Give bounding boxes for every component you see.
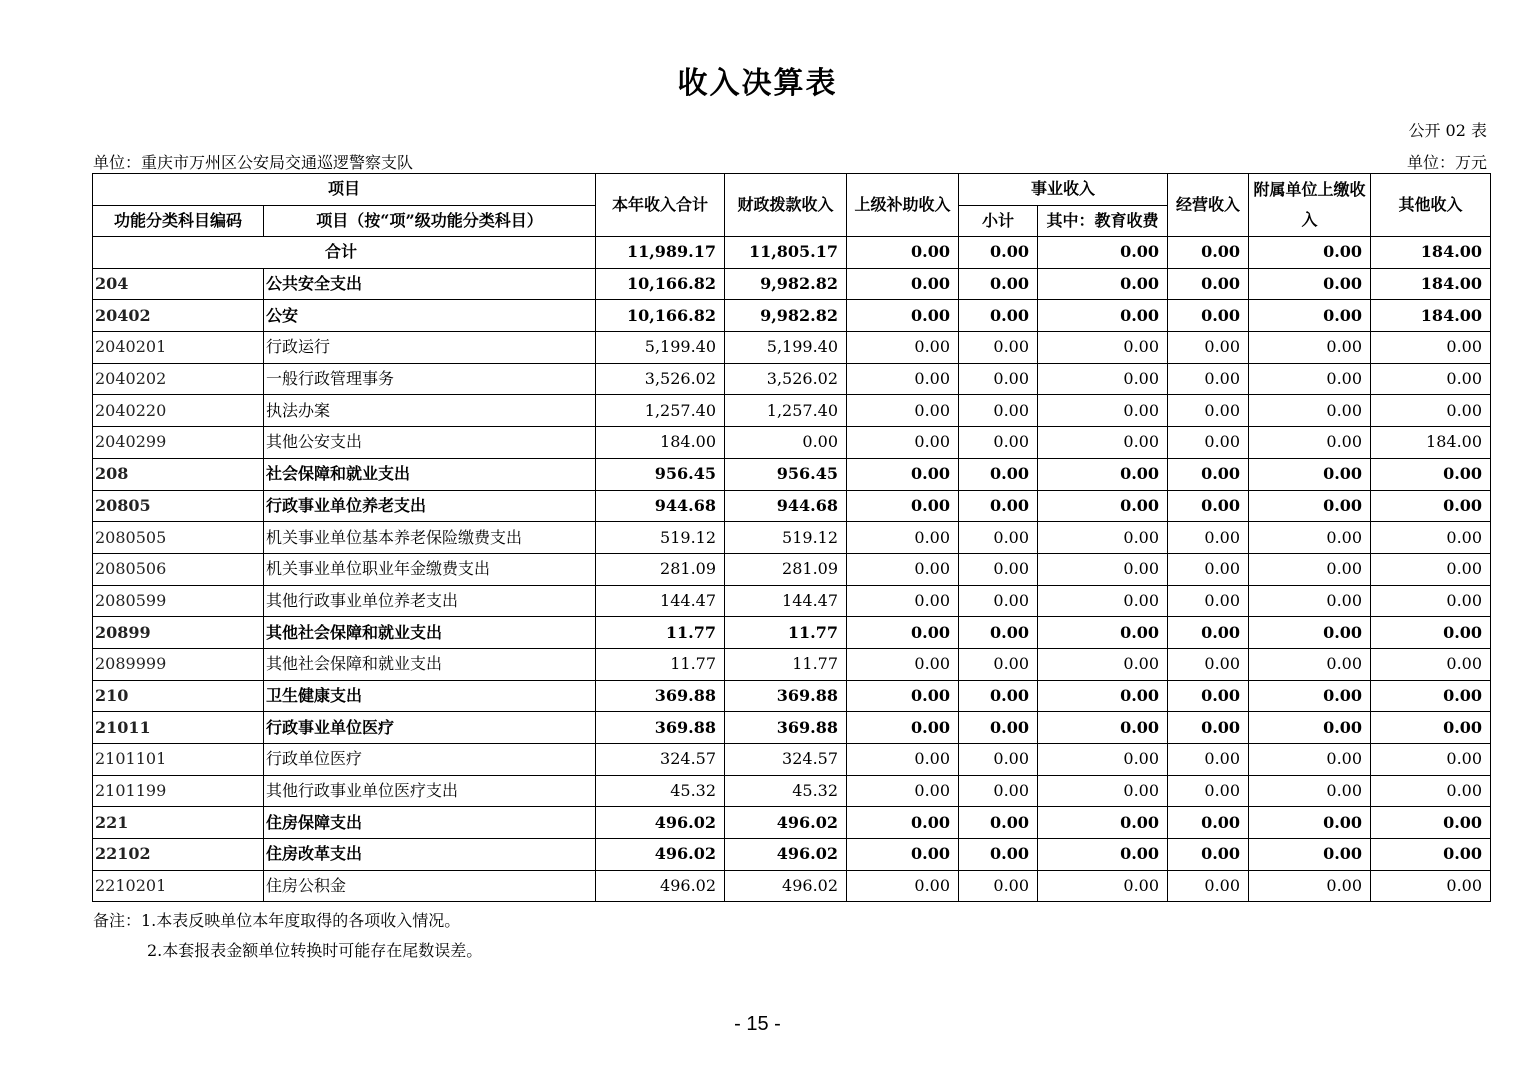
row-value: 0.00 [1371,332,1491,364]
row-code: 22102 [93,839,264,871]
table-row [93,870,1491,902]
row-value: 0.00 [1249,712,1371,744]
row-value: 0.00 [1168,553,1249,585]
row-value: 0.00 [1038,300,1168,332]
row-value: 0.00 [1371,680,1491,712]
row-value: 0.00 [847,870,959,902]
row-value: 0.00 [1038,839,1168,871]
header-fiscal: 财政拨款收入 [725,174,847,237]
row-value: 184.00 [1371,300,1491,332]
row-value: 0.00 [847,522,959,554]
row-value: 0.00 [959,363,1038,395]
row-value: 0.00 [1168,680,1249,712]
row-value: 0.00 [1168,300,1249,332]
row-value: 11.77 [725,617,847,649]
row-value: 0.00 [1371,522,1491,554]
row-code: 2101101 [93,744,264,776]
row-value: 281.09 [596,553,725,585]
row-value: 0.00 [1249,648,1371,680]
table-row [93,300,1491,332]
table-row [93,363,1491,395]
row-code: 210 [93,680,264,712]
row-value: 0.00 [1038,775,1168,807]
row-value: 0.00 [1249,363,1371,395]
row-value: 184.00 [1371,427,1491,459]
row-value: 0.00 [959,490,1038,522]
row-value: 0.00 [847,490,959,522]
row-code: 204 [93,268,264,300]
row-value: 0.00 [1249,807,1371,839]
table-row [93,617,1491,649]
row-value: 0.00 [1038,268,1168,300]
row-value: 0.00 [1371,839,1491,871]
row-value: 11.77 [725,648,847,680]
row-value: 956.45 [725,458,847,490]
row-value: 0.00 [1249,332,1371,364]
row-value: 0.00 [1249,680,1371,712]
row-name: 其他社会保障和就业支出 [264,648,596,680]
row-name: 机关事业单位职业年金缴费支出 [264,553,596,585]
row-value: 10,166.82 [596,268,725,300]
row-value: 324.57 [596,744,725,776]
row-value: 0.00 [1249,585,1371,617]
row-value: 0.00 [959,839,1038,871]
row-value: 0.00 [959,553,1038,585]
row-value: 0.00 [1038,680,1168,712]
row-value: 144.47 [725,585,847,617]
total-cell: 0.00 [959,237,1038,269]
row-value: 11.77 [596,648,725,680]
row-value: 369.88 [725,712,847,744]
row-code: 20899 [93,617,264,649]
header-code: 功能分类科目编码 [93,205,264,237]
row-value: 1,257.40 [596,395,725,427]
row-value: 45.32 [725,775,847,807]
row-value: 0.00 [1371,744,1491,776]
header-superior: 上级补助收入 [847,174,959,237]
row-value: 0.00 [847,268,959,300]
row-value: 496.02 [725,839,847,871]
row-value: 0.00 [959,712,1038,744]
row-value: 0.00 [847,427,959,459]
total-cell: 11,805.17 [725,237,847,269]
row-value: 0.00 [959,744,1038,776]
row-value: 0.00 [1038,490,1168,522]
row-value: 0.00 [1038,585,1168,617]
note-line: 2.本套报表金额单位转换时可能存在尾数误差。 [147,941,483,960]
row-value: 0.00 [1168,744,1249,776]
row-value: 0.00 [959,395,1038,427]
row-name: 住房保障支出 [264,807,596,839]
row-name: 公安 [264,300,596,332]
row-value: 0.00 [1371,395,1491,427]
row-code: 20805 [93,490,264,522]
row-code: 208 [93,458,264,490]
row-value: 0.00 [1168,363,1249,395]
row-value: 0.00 [959,775,1038,807]
table-row [93,553,1491,585]
row-value: 0.00 [847,553,959,585]
row-value: 0.00 [959,268,1038,300]
row-code: 2040201 [93,332,264,364]
row-value: 0.00 [959,522,1038,554]
row-code: 2080506 [93,553,264,585]
row-name: 执法办案 [264,395,596,427]
header-total: 本年收入合计 [596,174,725,237]
total-cell: 0.00 [847,237,959,269]
total-cell: 0.00 [1038,237,1168,269]
row-value: 0.00 [1249,490,1371,522]
row-name: 其他行政事业单位医疗支出 [264,775,596,807]
row-name: 行政事业单位医疗 [264,712,596,744]
row-value: 0.00 [1249,870,1371,902]
row-value: 281.09 [725,553,847,585]
row-value: 0.00 [1371,712,1491,744]
row-value: 10,166.82 [596,300,725,332]
row-value: 0.00 [847,332,959,364]
row-value: 0.00 [1371,648,1491,680]
table-row [93,680,1491,712]
row-value: 0.00 [1371,458,1491,490]
row-value: 0.00 [959,458,1038,490]
row-value: 519.12 [596,522,725,554]
row-value: 0.00 [1168,617,1249,649]
row-name: 行政事业单位养老支出 [264,490,596,522]
row-value: 0.00 [1168,870,1249,902]
row-value: 0.00 [1168,490,1249,522]
header-business-group: 事业收入 [959,174,1168,206]
row-value: 0.00 [1038,395,1168,427]
row-value: 0.00 [1371,870,1491,902]
row-value: 0.00 [1038,458,1168,490]
row-value: 0.00 [1249,300,1371,332]
row-value: 0.00 [1371,585,1491,617]
row-name: 其他社会保障和就业支出 [264,617,596,649]
row-value: 0.00 [1168,427,1249,459]
form-number: 公开 02 表 [1408,121,1487,140]
table-row [93,585,1491,617]
note-line: 备注：1.本表反映单位本年度取得的各项收入情况。 [93,911,461,930]
row-value: 369.88 [596,680,725,712]
row-value: 0.00 [1371,617,1491,649]
row-value: 0.00 [1038,744,1168,776]
row-value: 0.00 [1249,839,1371,871]
row-value: 0.00 [1038,712,1168,744]
row-name: 行政运行 [264,332,596,364]
row-value: 944.68 [596,490,725,522]
row-name: 社会保障和就业支出 [264,458,596,490]
row-value: 0.00 [1038,617,1168,649]
total-cell: 0.00 [1168,237,1249,269]
row-value: 0.00 [1038,807,1168,839]
row-value: 0.00 [847,585,959,617]
row-value: 0.00 [1168,332,1249,364]
row-name: 机关事业单位基本养老保险缴费支出 [264,522,596,554]
table-row [93,332,1491,364]
row-value: 0.00 [1249,458,1371,490]
table-row [93,839,1491,871]
row-value: 324.57 [725,744,847,776]
row-value: 0.00 [1249,522,1371,554]
row-value: 1,257.40 [725,395,847,427]
total-cell: 184.00 [1371,237,1491,269]
row-code: 2080505 [93,522,264,554]
table-row [93,775,1491,807]
row-value: 9,982.82 [725,300,847,332]
row-value: 0.00 [959,870,1038,902]
row-code: 2040299 [93,427,264,459]
row-value: 184.00 [1371,268,1491,300]
row-value: 0.00 [1038,427,1168,459]
row-value: 0.00 [1249,427,1371,459]
row-value: 0.00 [847,680,959,712]
row-name: 其他行政事业单位养老支出 [264,585,596,617]
row-value: 369.88 [596,712,725,744]
row-value: 519.12 [725,522,847,554]
header-item-group: 项目 [93,174,596,206]
row-value: 0.00 [847,300,959,332]
row-name: 住房改革支出 [264,839,596,871]
row-value: 0.00 [1168,395,1249,427]
row-value: 0.00 [1168,839,1249,871]
row-value: 0.00 [1371,363,1491,395]
row-name: 卫生健康支出 [264,680,596,712]
row-value: 0.00 [1168,807,1249,839]
row-value: 0.00 [1371,553,1491,585]
row-value: 496.02 [725,807,847,839]
row-value: 0.00 [1038,522,1168,554]
row-value: 0.00 [1168,712,1249,744]
row-value: 11.77 [596,617,725,649]
row-value: 9,982.82 [725,268,847,300]
row-value: 0.00 [847,648,959,680]
row-name: 住房公积金 [264,870,596,902]
row-value: 0.00 [1249,617,1371,649]
page-number: - 15 - [734,1013,781,1035]
row-value: 496.02 [725,870,847,902]
table-row [93,744,1491,776]
row-value: 5,199.40 [596,332,725,364]
row-value: 0.00 [1371,775,1491,807]
row-code: 21011 [93,712,264,744]
total-cell: 0.00 [1249,237,1371,269]
header-education: 其中：教育收费 [1038,205,1168,237]
row-value: 0.00 [847,775,959,807]
row-value: 496.02 [596,870,725,902]
row-value: 0.00 [1249,744,1371,776]
row-value: 3,526.02 [725,363,847,395]
table-row [93,395,1491,427]
row-code: 2040202 [93,363,264,395]
row-value: 3,526.02 [596,363,725,395]
header-affiliated: 附属单位上缴收入 [1249,174,1371,237]
row-code: 2089999 [93,648,264,680]
row-value: 0.00 [959,332,1038,364]
row-value: 45.32 [596,775,725,807]
row-value: 0.00 [1168,775,1249,807]
header-subtotal: 小计 [959,205,1038,237]
row-value: 944.68 [725,490,847,522]
row-value: 0.00 [847,712,959,744]
row-value: 0.00 [725,427,847,459]
row-value: 0.00 [847,395,959,427]
row-value: 0.00 [1249,775,1371,807]
total-label: 合计 [93,237,596,269]
row-name: 行政单位医疗 [264,744,596,776]
row-value: 0.00 [1249,395,1371,427]
row-value: 0.00 [1249,553,1371,585]
table-row [93,268,1491,300]
header-name: 项目（按“项”级功能分类科目） [264,205,596,237]
row-value: 0.00 [959,807,1038,839]
row-value: 0.00 [959,617,1038,649]
row-value: 0.00 [847,363,959,395]
table-body [93,237,1491,902]
row-value: 0.00 [959,300,1038,332]
header-other: 其他收入 [1371,174,1491,237]
currency-unit: 单位：万元 [1406,153,1487,172]
notes [93,906,482,966]
row-value: 496.02 [596,807,725,839]
total-cell: 11,989.17 [596,237,725,269]
row-value: 0.00 [1249,268,1371,300]
row-value: 5,199.40 [725,332,847,364]
row-value: 0.00 [1038,332,1168,364]
row-value: 0.00 [847,617,959,649]
table-row [93,712,1491,744]
table-row [93,490,1491,522]
row-value: 0.00 [847,458,959,490]
page-title: 收入决算表 [677,66,838,101]
row-value: 144.47 [596,585,725,617]
row-value: 0.00 [1038,648,1168,680]
row-value: 0.00 [1038,553,1168,585]
row-value: 0.00 [959,648,1038,680]
row-value: 956.45 [596,458,725,490]
row-value: 0.00 [1371,490,1491,522]
table-row [93,522,1491,554]
row-value: 0.00 [959,427,1038,459]
row-name: 公共安全支出 [264,268,596,300]
row-value: 0.00 [1168,458,1249,490]
row-value: 0.00 [847,744,959,776]
row-code: 2040220 [93,395,264,427]
row-code: 20402 [93,300,264,332]
row-value: 0.00 [1371,807,1491,839]
row-value: 0.00 [1168,522,1249,554]
row-value: 0.00 [1168,585,1249,617]
row-value: 0.00 [1038,870,1168,902]
row-value: 496.02 [596,839,725,871]
row-code: 2101199 [93,775,264,807]
row-value: 184.00 [596,427,725,459]
total-row [93,237,1491,269]
table-row [93,807,1491,839]
row-value: 0.00 [847,839,959,871]
row-value: 0.00 [847,807,959,839]
row-value: 0.00 [1168,268,1249,300]
row-code: 2080599 [93,585,264,617]
row-code: 2210201 [93,870,264,902]
table-header [93,174,1491,237]
table-row [93,427,1491,459]
row-name: 其他公安支出 [264,427,596,459]
table-row [93,648,1491,680]
header-operating: 经营收入 [1168,174,1249,237]
row-value: 0.00 [959,680,1038,712]
row-code: 221 [93,807,264,839]
row-name: 一般行政管理事务 [264,363,596,395]
row-value: 0.00 [959,585,1038,617]
row-value: 369.88 [725,680,847,712]
row-value: 0.00 [1168,648,1249,680]
reporting-unit: 单位：重庆市万州区公安局交通巡逻警察支队 [93,153,414,172]
table-row [93,458,1491,490]
row-value: 0.00 [1038,363,1168,395]
income-table [92,173,1491,902]
